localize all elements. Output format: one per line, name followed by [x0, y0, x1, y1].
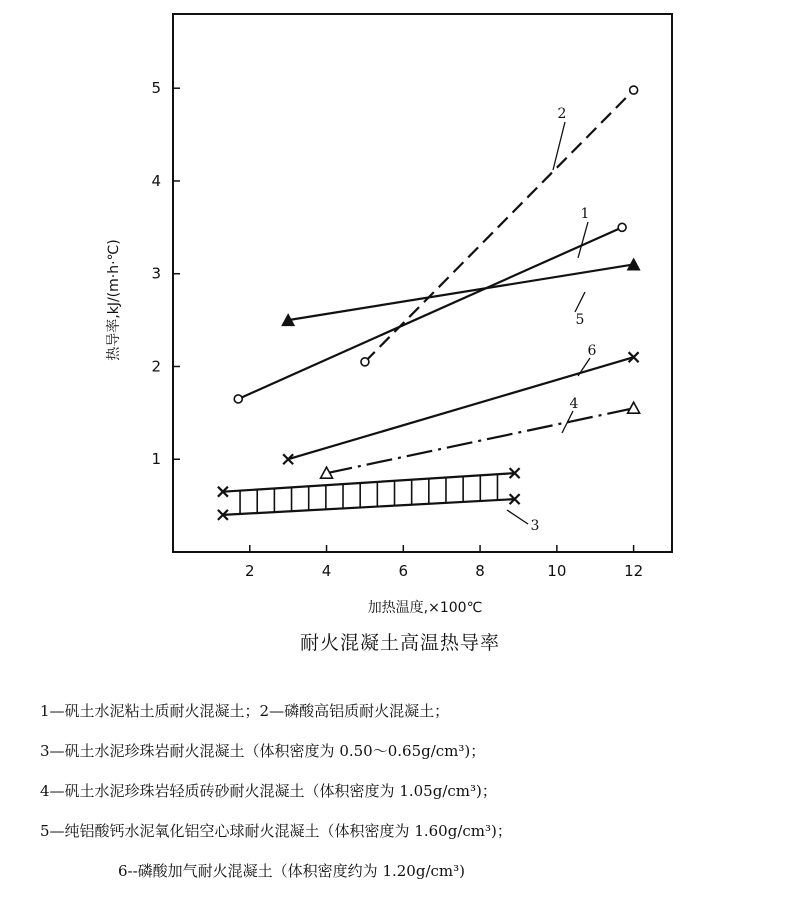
legend-line-4: 5—纯铝酸钙水泥氧化铝空心球耐火混凝土（体积密度为 1.60g/cm³)；: [40, 822, 512, 840]
legend-line-5: 6--磷酸加气耐火混凝土（体积密度约为 1.20g/cm³): [118, 862, 465, 880]
x-tick-label: 2: [244, 562, 255, 580]
series-markers: [218, 86, 641, 520]
series-1-marker: [618, 223, 626, 231]
series-5-label: 5: [575, 312, 585, 328]
series-2-marker: [361, 358, 369, 366]
x-tick-label: 8: [475, 562, 485, 580]
series-1-line: [238, 227, 622, 399]
y-tick-label: 1: [151, 450, 161, 469]
series-6-leader: [578, 358, 590, 376]
y-tick-label: 3: [151, 264, 161, 283]
y-tick-label: 4: [151, 171, 161, 190]
legend-line-2: 3—矾土水泥珍珠岩耐火混凝土（体积密度为 0.50～0.65g/cm³)；: [40, 742, 486, 760]
figure-caption: [0, 628, 800, 677]
x-tick-label: 12: [624, 562, 644, 580]
series-3-lower-line: [223, 499, 515, 515]
series-callouts: [507, 106, 597, 534]
series-lines: [223, 90, 634, 515]
x-tick-label: 6: [398, 562, 409, 580]
series-2-marker: [630, 86, 638, 94]
legend-line-3: 4—矾土水泥珍珠岩轻质砖砂耐火混凝土（体积密度为 1.05g/cm³)；: [40, 782, 497, 800]
x-tick-label: 4: [321, 562, 332, 580]
series-6-label: 6: [587, 343, 597, 359]
series-4-line: [327, 408, 634, 473]
x-tick-label: 10: [547, 562, 567, 580]
plot-border: [173, 14, 672, 552]
legend-line-1: 1—矾土水泥粘土质耐火混凝土；2—磷酸高铝质耐火混凝土；: [40, 702, 450, 720]
series-3-upper-line: [223, 473, 515, 492]
x-axis-label: 加热温度,×100℃: [367, 600, 483, 616]
y-tick-label: 5: [151, 79, 161, 98]
series-2-label: 2: [557, 106, 567, 122]
series-3-leader: [507, 510, 528, 524]
series-3-label: 3: [530, 518, 540, 534]
series-5-marker: [627, 257, 641, 270]
series-1-leader: [578, 222, 588, 258]
plot-frame: [173, 14, 672, 552]
series-2-line: [365, 90, 634, 362]
series-1-label: 1: [580, 206, 590, 222]
series-1-marker: [234, 395, 242, 403]
series-4-marker: [628, 402, 640, 413]
series-5-leader: [575, 292, 585, 312]
series-4-label: 4: [569, 396, 579, 412]
y-tick-label: 2: [151, 357, 161, 376]
y-axis-label: 热导率,kJ/(m·h·℃): [106, 239, 122, 361]
caption-title: 耐火混凝土高温热导率: [299, 632, 500, 654]
